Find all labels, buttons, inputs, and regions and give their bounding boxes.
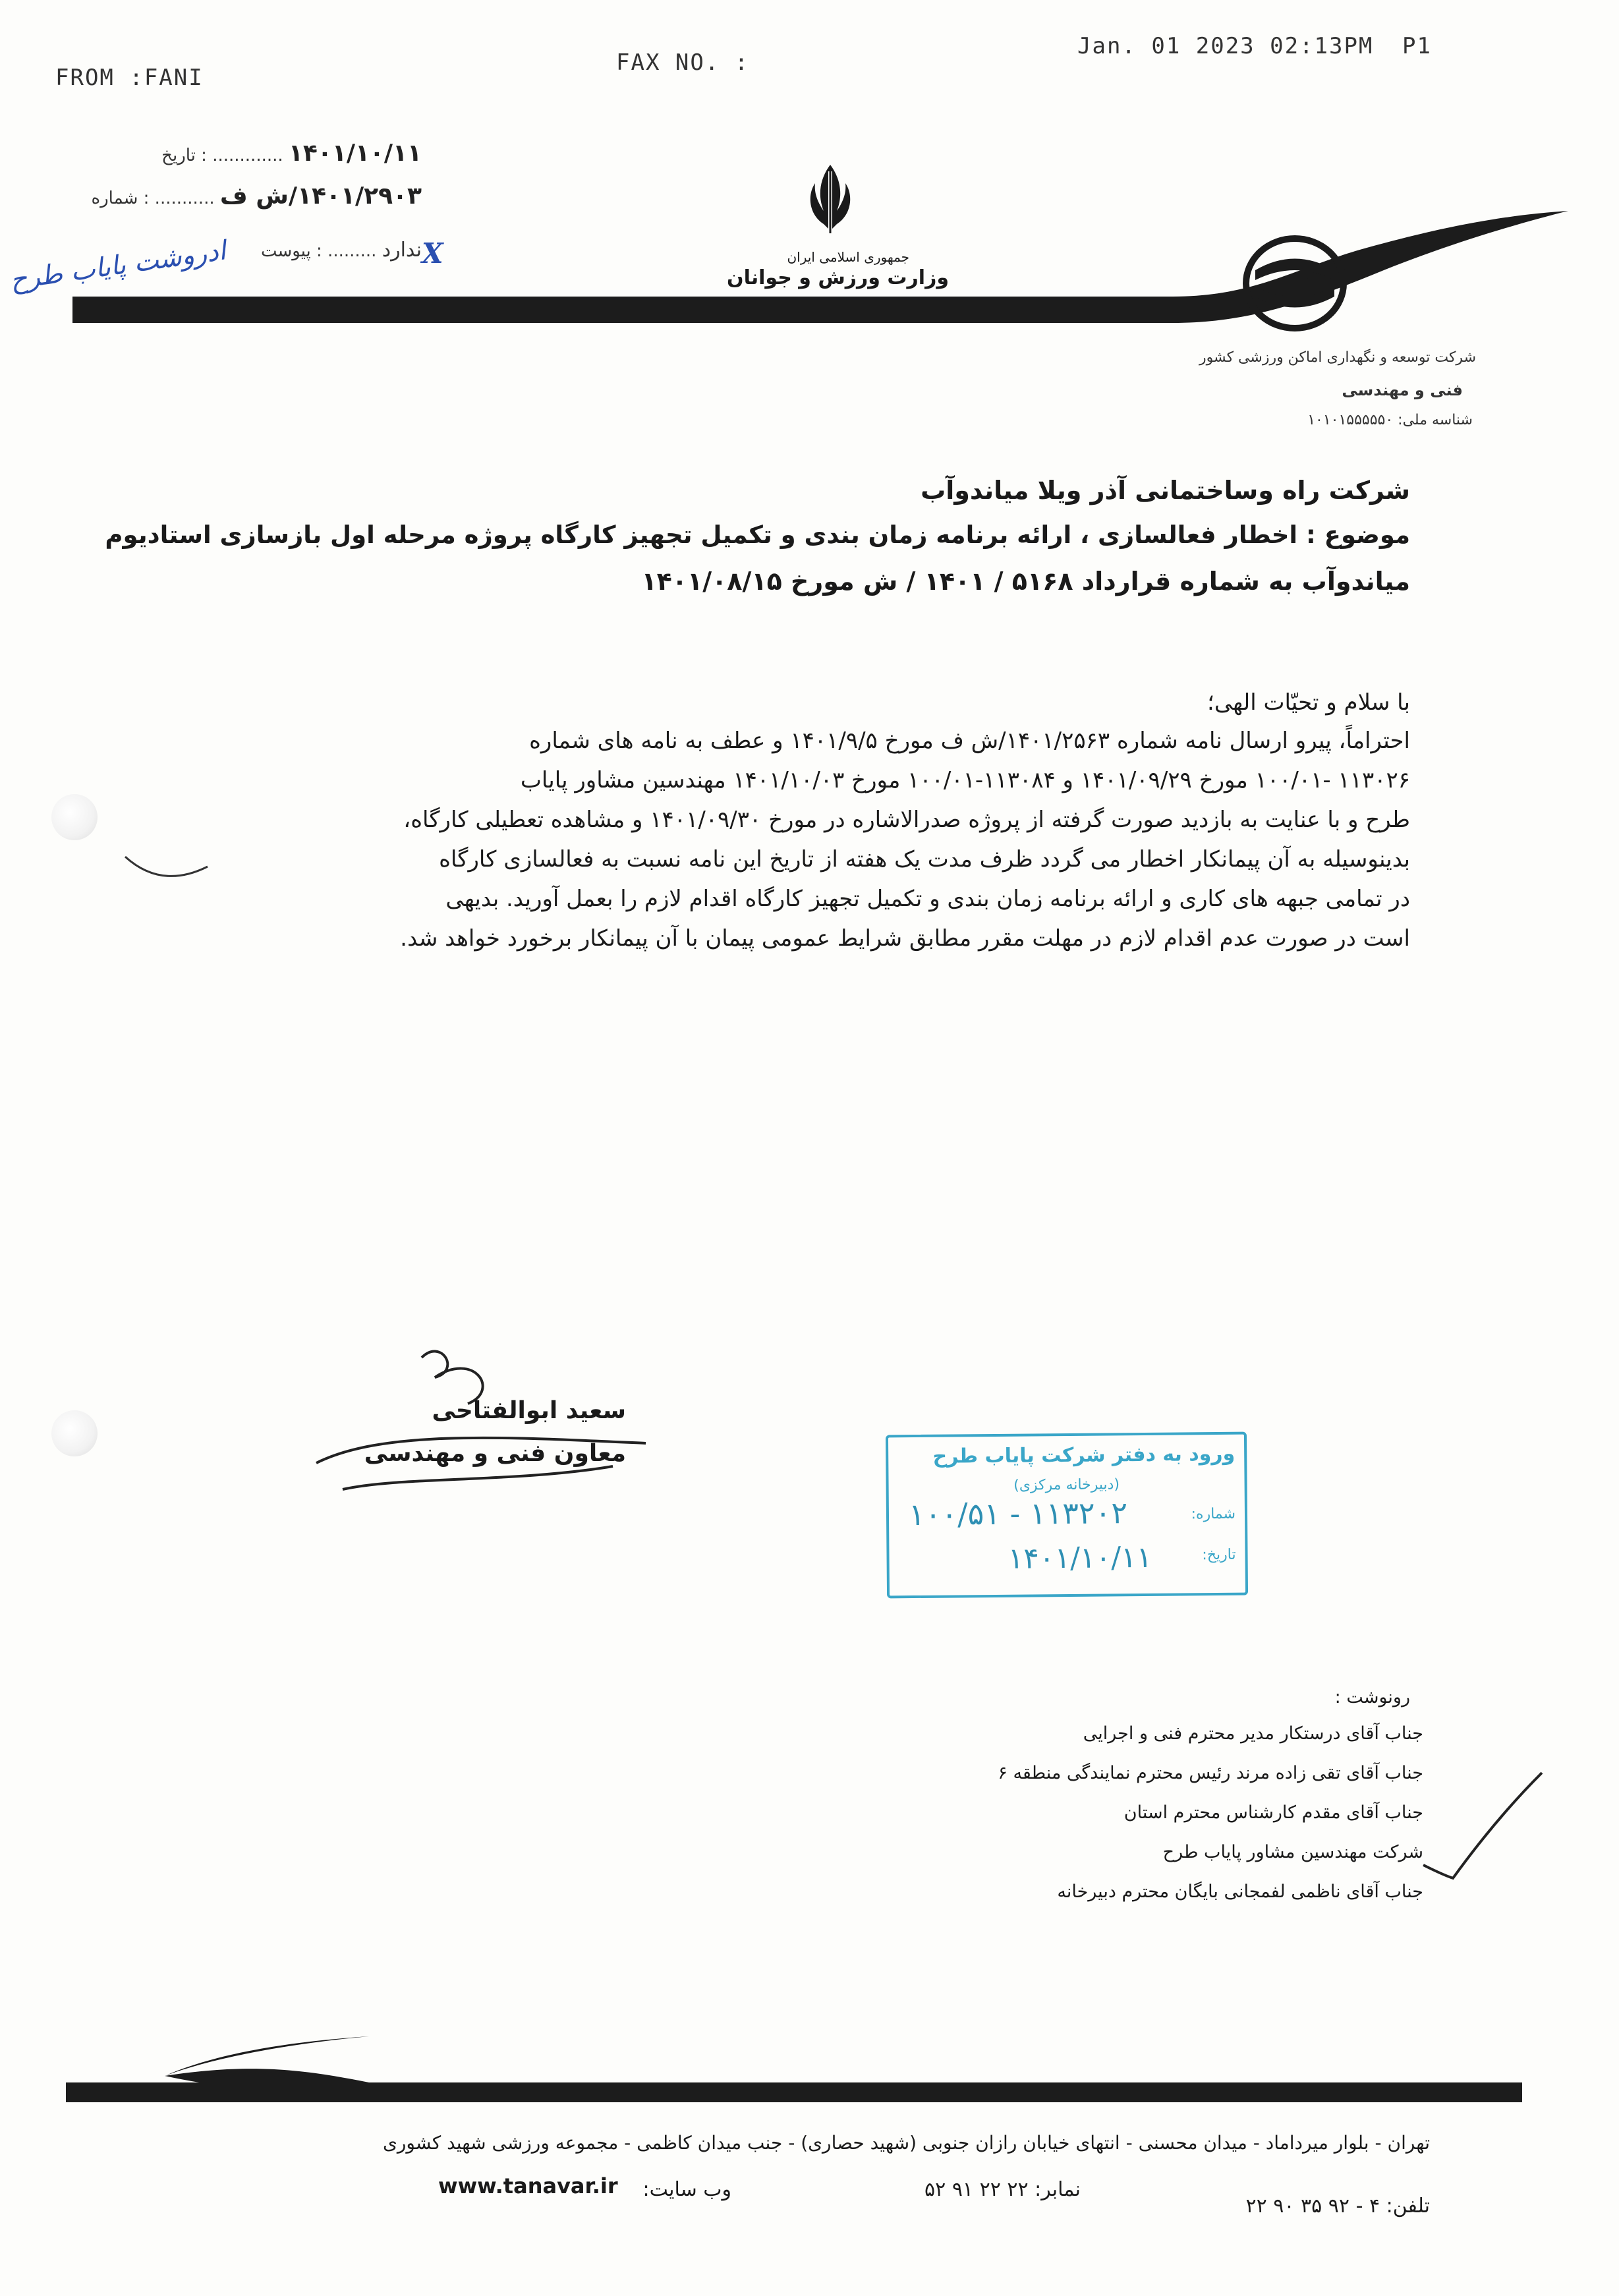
body-line: در تمامی جبهه های کاری و ارائه برنامه زمان بندی و تکمیل تجهیز کارگاه اقدام لازم را بعمل آورید. بدیهی bbox=[445, 886, 1410, 912]
signer-name: سعید ابوالفتاحی bbox=[432, 1397, 626, 1424]
stamp-date-label: تاریخ: bbox=[1202, 1546, 1236, 1564]
header-band bbox=[0, 198, 1619, 356]
fax-datetime: Jan. 01 2023 02:13PM bbox=[1077, 33, 1374, 59]
date-value: ۱۴۰۱/۱۰/۱۱ bbox=[288, 140, 422, 167]
ministry-line2: وزارت ورزش و جوانان bbox=[726, 266, 949, 289]
cc-item: جناب آقای ناظمی لفمجانی بایگان محترم دبیرخانه bbox=[1057, 1881, 1423, 1902]
number-value: ۱۴۰۱/۲۹۰۳/ش ف bbox=[219, 183, 422, 210]
cc-heading: رونوشت : bbox=[1334, 1687, 1410, 1708]
handwritten-checkmark-icon bbox=[1417, 1766, 1548, 1885]
receipt-stamp bbox=[886, 1432, 1248, 1599]
meta-attachment: ندارد ......... : پیوست bbox=[260, 239, 422, 262]
cc-item: جناب آقای مقدم کارشناس محترم استان bbox=[1123, 1802, 1423, 1823]
body-line: بدینوسیله به آن پیمانکار اخطار می گردد ظرف مدت یک هفته از تاریخ این نامه نسبت به فعالسازی کارگاه bbox=[439, 846, 1410, 873]
fax-page: P1 bbox=[1402, 33, 1432, 59]
punch-hole bbox=[51, 1410, 98, 1456]
organization-dept: فنی و مهندسی bbox=[1342, 381, 1463, 399]
body-line: طرح و با عنایت به بازدید صورت گرفته از پروژه صدرالاشاره در مورخ ۱۴۰۱/۰۹/۳۰ و مشاهده تعطیلی کارگاه، bbox=[403, 807, 1410, 833]
cc-item: جناب آقای تقی زاده مرند رئیس محترم نمایندگی منطقه ۶ bbox=[998, 1763, 1423, 1783]
letter-body bbox=[198, 722, 1410, 959]
footer-website-label: وب سایت: bbox=[642, 2178, 731, 2201]
pen-mark-icon bbox=[122, 850, 214, 890]
signer-title: معاون فنی و مهندسی bbox=[364, 1440, 626, 1467]
footer-address: تهران - بلوار میرداماد - میدان محسنی - انتهای خیابان رازان جنوبی (شهید حصاری) - جنب میدان کاظمی - مجموعه ورزشی شهید کشوری bbox=[382, 2132, 1430, 2154]
subject-line1: موضوع : اخطار فعالسازی ، ارائه برنامه زمان بندی و تکمیل تجهیز کارگاه پروژه مرحله اول بازسازی استادیوم bbox=[105, 521, 1410, 549]
body-line: است در صورت عدم اقدام لازم در مهلت مقرر مطابق شرایط عمومی پیمان با آن پیمانکار برخورد خواهد شد. bbox=[400, 925, 1410, 952]
stamp-title: ورود به دفتر شرکت پایاب طرح bbox=[932, 1442, 1236, 1468]
footer-website[interactable]: www.tanavar.ir bbox=[438, 2173, 618, 2198]
organization-name: شرکت توسعه و نگهداری اماکن ورزشی کشور bbox=[1199, 349, 1476, 366]
fax-number: FAX NO. : bbox=[616, 49, 750, 76]
cc-item: شرکت مهندسین مشاور پایاب طرح bbox=[1162, 1842, 1423, 1862]
number-label: : شماره bbox=[91, 188, 150, 208]
meta-date: ۱۴۰۱/۱۰/۱۱ ............. : تاریخ bbox=[161, 140, 422, 167]
stamp-number-label: شماره: bbox=[1191, 1505, 1236, 1523]
attach-value: ندارد bbox=[382, 239, 422, 262]
fax-from: FROM :FANI bbox=[55, 65, 204, 91]
check-mark: X bbox=[422, 237, 443, 270]
footer-fax: نمابر: ۲۲ ۲۲ ۹۱ ۵۲ bbox=[924, 2178, 1081, 2201]
organization-national-id: شناسه ملی: ۱۰۱۰۱۵۵۵۵۵۰ bbox=[1307, 412, 1473, 428]
stamp-number-value: ۱۰۰/۵۱ - ۱۱۳۲۰۲ bbox=[908, 1495, 1128, 1533]
subject-line2: میاندوآب به شماره قرارداد ۵۱۶۸ / ۱۴۰۱ / ش مورخ ۱۴۰۱/۰۸/۱۵ bbox=[641, 567, 1410, 596]
punch-hole bbox=[51, 794, 98, 840]
body-line: احتراماً، پیرو ارسال نامه شماره ۱۴۰۱/۲۵۶۳/ش ف مورخ ۱۴۰۱/۹/۵ و عطف به نامه های شماره bbox=[529, 728, 1410, 754]
cc-item: جناب آقای درستکار مدیر محترم فنی و اجرایی bbox=[1083, 1723, 1423, 1744]
handwritten-note: ادروشت پایاب طرح bbox=[8, 235, 228, 296]
footer-phone: تلفن: ۴ - ۹۲ ۳۵ ۹۰ ۲۲ bbox=[1245, 2195, 1430, 2218]
stamp-subtitle: (دبیرخانه مرکزی) bbox=[1013, 1476, 1120, 1494]
meta-number: ۱۴۰۱/۲۹۰۳/ش ف ........... : شماره bbox=[91, 183, 422, 210]
ministry-line1: جمهوری اسلامی ایران bbox=[787, 249, 909, 265]
attach-label: : پیوست bbox=[260, 241, 322, 261]
cc-list bbox=[791, 1723, 1423, 1921]
footer-band bbox=[0, 2017, 1619, 2115]
greeting: با سلام و تحیّات الهی؛ bbox=[1207, 689, 1410, 716]
body-line: ۱۱۳۰۲۶ -۱۰۰/۰۱ مورخ ۱۴۰۱/۰۹/۲۹ و ۱۱۳۰۸۴-۱۰۰/۰۱ مورخ ۱۴۰۱/۱۰/۰۳ مهندسین مشاور پایاب bbox=[520, 767, 1410, 793]
organization-logo-icon bbox=[1242, 234, 1348, 333]
recipient: شرکت راه وساختمانی آذر ویلا میاندوآب bbox=[921, 476, 1410, 505]
date-label: : تاریخ bbox=[161, 146, 207, 165]
stamp-date-value: ۱۴۰۱/۱۰/۱۱ bbox=[1008, 1540, 1152, 1576]
